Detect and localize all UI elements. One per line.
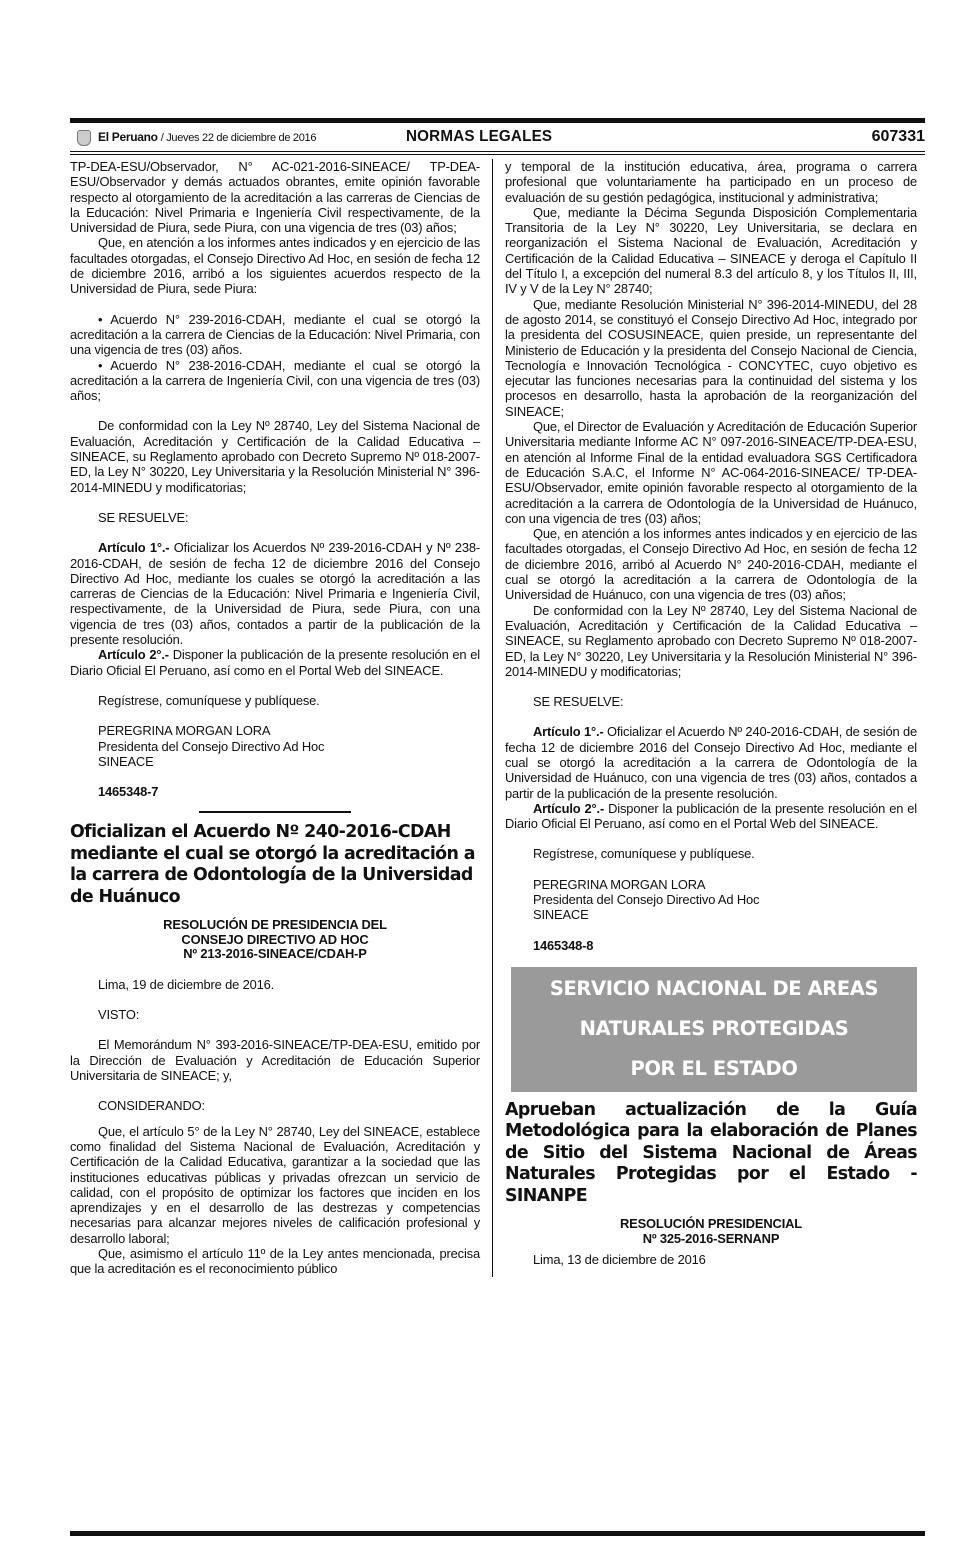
paragraph: El Memorándum N° 393-2016-SINEACE/TP-DEA-ESU, emitido por la Dirección de Evaluación y Acreditación de Educación Superior Universitaria de SINEACE; y, xyxy=(70,1037,480,1084)
closing-formula: Regístrese, comuníquese y publíquese. xyxy=(533,846,755,862)
article-label: Artículo 2°.- xyxy=(98,647,169,663)
resolution-number: Nº 325-2016-SERNANP xyxy=(642,1230,780,1246)
article-label: Artículo 1°.- xyxy=(98,540,170,556)
columns xyxy=(70,159,925,1277)
article-text: Disponer la publicación de la presente resolución en el Diario Oficial El Peruano, así como en el Portal Web del SINEACE. xyxy=(505,800,918,832)
signatory-name: PEREGRINA MORGAN LORA xyxy=(98,723,271,739)
section-title: NORMAS LEGALES xyxy=(406,128,553,145)
paragraph: Que, el Director de Evaluación y Acreditación de Educación Superior Universitaria mediante Informe AC N° 097-2016-SINEACE/TP-DEA-ESU, en atención al Informe Final de la entidad evaluadora SGS Certificadora de Educación S.A.C, el Informe N° AC-064-2016-SINEACE/ TP-DEA-ESU/Observador, emite opinión favorable respecto al otorgamiento de la acreditación a la carrera de Odontología de la Universidad de Huánuco, con una vigencia de tres (03) años; xyxy=(505,419,917,526)
signatory-name: PEREGRINA MORGAN LORA xyxy=(533,876,706,892)
article-2 xyxy=(70,647,480,678)
article-text: Disponer la publicación de la presente resolución en el Diario Oficial El Peruano, así como en el Portal Web del SINEACE. xyxy=(70,647,480,678)
article-headline: Aprueban actualización de la Guía Metodológica para la elaboración de Planes de Sitio del Sistema Nacional de Áreas Naturales Protegidas por el Estado - SINANPE xyxy=(505,1099,917,1206)
visto-heading: VISTO: xyxy=(98,1007,140,1023)
banner-line: NATURALES PROTEGIDAS xyxy=(579,1016,849,1040)
signatory-org: SINEACE xyxy=(98,753,154,769)
article-1 xyxy=(505,724,917,800)
paragraph: TP-DEA-ESU/Observador, N° AC-021-2016-SINEACE/ TP-DEA-ESU/Observador y demás actuados obrantes, emite opinión favorable respecto al otorgamiento de la acreditación a las carreras de Ciencias de la Educación: Nivel Primaria e Ingeniería Civil respectivamente, de la Universidad de Piura, sede Piura, con una vigencia de tres (03) años; xyxy=(70,159,480,236)
reference-number: 1465348-8 xyxy=(533,937,594,953)
date-line: Lima, 13 de diciembre de 2016 xyxy=(533,1252,706,1268)
bullet-item: • Acuerdo N° 238-2016-CDAH, mediante el cual se otorgó la acreditación a la carrera de Ingeniería Civil, con una vigencia de tres (03) años; xyxy=(70,357,480,404)
paragraph: y temporal de la institución educativa, área, programa o carrera profesional que voluntariamente ha participado en un proceso de evaluación de su gestión pedagógica, institucional y administrativa; xyxy=(505,159,917,205)
institution-banner xyxy=(511,967,917,1092)
paragraph: Que, en atención a los informes antes indicados y en ejercicio de las facultades otorgadas, el Consejo Directivo Ad Hoc, en sesión de fecha 12 de diciembre 2016, arribó al Acuerdo N° 240-2016-CDAH, mediante el cual se otorgó la acreditación a la carrera de Odontología de la Universidad de Huánuco, con una vigencia de tres (03) años; xyxy=(505,526,917,603)
date-line: Lima, 19 de diciembre de 2016. xyxy=(98,976,275,992)
resolution-number: Nº 213-2016-SINEACE/CDAH-P xyxy=(183,946,367,962)
left-column xyxy=(70,159,492,1277)
separator-line xyxy=(199,811,351,813)
closing-formula: Regístrese, comuníquese y publíquese. xyxy=(98,692,320,708)
bottom-rule xyxy=(70,1531,925,1536)
article-text: Oficializar el Acuerdo Nº 240-2016-CDAH, de sesión de fecha 12 de diciembre 2016 del Consejo Directivo Ad Hoc, mediante el cual se otorgó la acreditación a la carrera de Odontología de la Universidad de Huánuco, con una vigencia de tres (03) años, contados a partir de la publicación de la presente resolución. xyxy=(505,724,917,801)
right-column xyxy=(492,159,917,1277)
header-masthead xyxy=(98,130,316,144)
page-header xyxy=(70,123,925,151)
resolution-line: RESOLUCIÓN DE PRESIDENCIA DEL xyxy=(163,917,387,933)
resolution-line: RESOLUCIÓN PRESIDENCIAL xyxy=(619,1216,803,1232)
paragraph: Que, mediante la Décima Segunda Disposición Complementaria Transitoria de la Ley N° 30220, Ley Universitaria, se declara en reorganización el Sistema Nacional de Evaluación, Acreditación y Certificación de la Calidad Educativa – SINEACE y deroga el Capítulo II del Título I, a excepción del numeral 8.3 del artículo 8, y los Títulos II, III, IV y V de la Ley N° 28740; xyxy=(505,204,917,297)
signatory-title: Presidenta del Consejo Directivo Ad Hoc xyxy=(533,892,760,908)
article-label: Artículo 2°.- xyxy=(533,800,605,816)
article-label: Artículo 1°.- xyxy=(533,724,604,740)
banner-line: POR EL ESTADO xyxy=(630,1056,798,1080)
article-headline: Oficializan el Acuerdo Nº 240-2016-CDAH mediante el cual se otorgó la acreditación a la carrera de Odontología de la Universidad de Huánuco xyxy=(70,822,475,907)
header-date: / Jueves 22 de diciembre de 2016 xyxy=(160,132,317,144)
article-1 xyxy=(70,540,480,647)
paragraph: Que, mediante Resolución Ministerial N° 396-2014-MINEDU, del 28 de agosto 2014, se constituyó el Consejo Directivo Ad Hoc, integrado por la presidenta del COSUSINEACE, quien preside, un representante del Ministerio de Educación y la presidenta del Consejo Nacional de Ciencia, Tecnología e Innovación Tecnológica - CONCYTEC, cuyo objetivo es ejecutar las funciones necesarias para la continuidad del sistema y los procesos en desarrollo, hasta la aprobación de la reorganización del SINEACE; xyxy=(505,296,917,419)
newspaper-page xyxy=(70,118,925,1277)
paragraph: De conformidad con la Ley Nº 28740, Ley del Sistema Nacional de Evaluación, Acreditación y Certificación de la Calidad Educativa – SINEACE, su Reglamento aprobado con Decreto Supremo Nº 018-2007-ED, la Ley N° 30220, Ley Universitaria y la Resolución Ministerial N° 396-2014-MINEDU y modificatorias; xyxy=(505,602,917,679)
page-number: 607331 xyxy=(871,128,925,145)
resolution-line: CONSEJO DIRECTIVO AD HOC xyxy=(181,931,369,947)
header-double-rule xyxy=(70,151,925,155)
signatory-title: Presidenta del Consejo Directivo Ad Hoc xyxy=(98,738,325,754)
coat-of-arms-icon xyxy=(74,128,92,146)
article-text: Oficializar los Acuerdos Nº 239-2016-CDAH y Nº 238-2016-CDAH, de sesión de fecha 12 de diciembre 2016 del Consejo Directivo Ad Hoc, mediante los cuales se otorgó la acreditación a las carreras de Ciencias de la Educación: Nivel Primaria e Ingeniería Civil, respectivamente, de la Universidad de Piura, sede Piura, con una vigencia de tres (03) años, contados a partir de la publicación de la presente resolución. xyxy=(70,540,480,648)
paragraph: Que, en atención a los informes antes indicados y en ejercicio de las facultades otorgadas, el Consejo Directivo Ad Hoc, en sesión de fecha 12 de diciembre 2016, arribó a los siguientes acuerdos respecto de la Universidad de Piura, sede Piura: xyxy=(70,235,480,297)
brand-name: El Peruano xyxy=(98,130,158,144)
paragraph: Que, asimismo el artículo 11º de la Ley antes mencionada, precisa que la acreditación es el reconocimiento público xyxy=(70,1246,480,1277)
bullet-item: • Acuerdo N° 239-2016-CDAH, mediante el cual se otorgó la acreditación a la carrera de Ciencias de la Educación: Nivel Primaria, con una vigencia de tres (03) años. xyxy=(70,311,480,358)
considerando-heading: CONSIDERANDO: xyxy=(98,1098,205,1114)
banner-line: SERVICIO NACIONAL DE AREAS xyxy=(549,976,879,1000)
reference-number: 1465348-7 xyxy=(98,784,159,800)
signatory-org: SINEACE xyxy=(533,907,589,923)
se-resuelve-heading: SE RESUELVE: xyxy=(98,509,189,525)
paragraph: Que, el artículo 5° de la Ley N° 28740, Ley del SINEACE, establece como finalidad del Sistema Nacional de Evaluación, Acreditación y Certificación de la Calidad Educativa, garantizar a la sociedad que las instituciones educativas públicas y privadas ofrezcan un servicio de calidad, con el propósito de optimizar los factores que inciden en los aprendizajes y en el desarrollo de las destrezas y competencias necesarias para alcanzar mejores niveles de calificación profesional y desarrollo laboral; xyxy=(70,1123,480,1246)
article-2 xyxy=(505,801,917,832)
se-resuelve-heading: SE RESUELVE: xyxy=(533,694,624,710)
paragraph: De conformidad con la Ley Nº 28740, Ley del Sistema Nacional de Evaluación, Acreditación y Certificación de la Calidad Educativa – SINEACE, su Reglamento aprobado con Decreto Supremo Nº 018-2007-ED, la Ley N° 30220, Ley Universitaria y la Resolución Ministerial N° 396-2014-MINEDU y modificatorias; xyxy=(70,418,480,495)
